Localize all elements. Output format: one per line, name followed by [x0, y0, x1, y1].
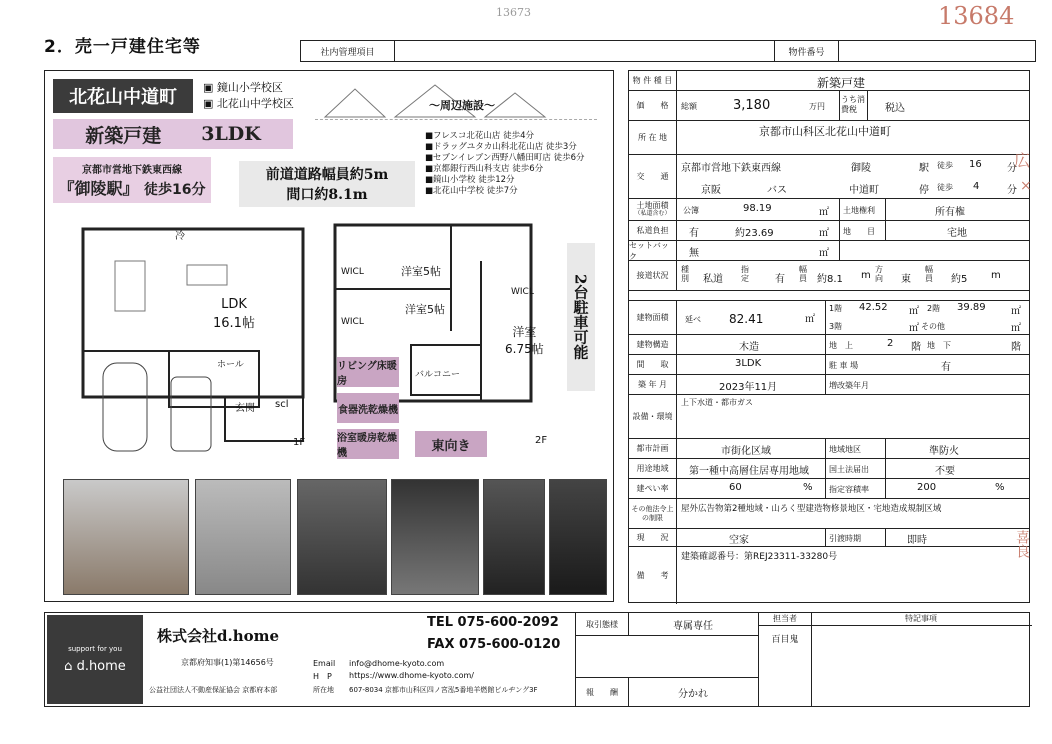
photo-exterior [63, 479, 189, 595]
flyer-panel [44, 70, 614, 602]
management-bar [300, 40, 1036, 62]
feature-2: 食器洗乾燥機 [337, 393, 399, 423]
parking-badge: 2台駐車可能 [567, 243, 595, 391]
nearby-item: ■セブンイレブン西野八幡田町店 徒歩6分 [425, 153, 585, 163]
hand-note-2: × [1020, 178, 1032, 194]
property-no-label: 物件番号 [775, 41, 839, 61]
floor-2f-label: 2F [535, 435, 548, 446]
email-link[interactable]: info@dhome-kyoto.com [349, 659, 445, 668]
mgmt-label: 社内管理項目 [301, 41, 395, 61]
land-area: 98.19 [743, 203, 772, 214]
photo-ldk [297, 479, 387, 595]
room-2: 洋室5帖 [405, 303, 445, 316]
photo-hallway [195, 479, 291, 595]
address: 京都市山科区北花山中道町 [759, 125, 891, 138]
faint-number: 13673 [496, 6, 531, 19]
hand-note-1: 広 [1014, 151, 1031, 170]
facing-badge: 東向き [415, 431, 487, 457]
wicl-2: WICL [341, 317, 364, 327]
road-info: 前道道路幅員約5m 間口約8.1m [239, 161, 415, 207]
station-banner: 京都市営地下鉄東西線 『御陵駅』 徒歩16分 [53, 157, 211, 203]
building-area: 82.41 [729, 312, 764, 326]
school-2: ▣ 北花山中学校区 [203, 97, 294, 110]
entry-label: 玄関 [235, 403, 255, 414]
wicl-1: WICL [341, 267, 364, 277]
nearby-item: ■京都銀行西山科支店 徒歩6分 [425, 164, 544, 174]
company-address: 607-8034 京都市山科区四ノ宮泓5番地羊燃館ビルヂング3F [349, 686, 538, 694]
website-link[interactable]: https://www.dhome-kyoto.com/ [349, 671, 474, 680]
footer-table: 取引態様 専属専任 担当者 百目鬼 特記事項 報 酬 分かれ [575, 613, 1032, 706]
feature-1: リビング床暖房 [337, 357, 399, 387]
room-1: 洋室5帖 [401, 265, 441, 278]
school-1: ▣ 鏡山小学校区 [203, 81, 283, 94]
fax: FAX 075-600-0120 [427, 637, 561, 652]
nearby-item: ■北花山中学校 徒歩7分 [425, 186, 518, 196]
property-no-value [839, 41, 1037, 61]
license: 京都府知事(1)第14656号 [181, 658, 274, 667]
nearby-item: ■フレスコ北花山店 徒歩4分 [425, 131, 535, 141]
person-column: 担当者 百目鬼 [758, 613, 812, 706]
floor-1f-label: 1F [293, 437, 306, 448]
balcony-label: バルコニー [415, 370, 461, 380]
feature-3: 浴室暖房乾燥機 [337, 429, 399, 459]
hand-note-3: 喜良 [1014, 530, 1030, 558]
nearby-item: ■鏡山小学校 徒歩12分 [425, 175, 515, 185]
page-title: 2．売一戸建住宅等 [44, 37, 201, 57]
photo-room [391, 479, 479, 595]
ldk-label: LDK 16.1帖 [213, 297, 255, 331]
photo-storage [483, 479, 545, 595]
nearby-list [425, 131, 585, 197]
wicl-3: WICL [511, 287, 534, 297]
property-table: 物 件 種 目 新築戸建 価 格 総額 3,180 万円 うち消費税 税込 所 在 地 京都市山科区北花山中道町 交 通 京都市営地下鉄東西線 御陵 駅 徒歩 16 分 京阪 バス 中道町 停 徒歩 4 分 土地面積 （私道含む） 公簿 98.19 ㎡ 土地権利 所有権 私道負担 有 約23.69 ㎡ 地 目 宅地 セットバック 無 ㎡ 接道状況 種別 私道 指定 有 幅員 約8.1 m 方向 東 幅員 約5 m 建物面積 延べ 82.41 ㎡ 1階 42.52 ㎡ 2階 39.89 ㎡ 3階 ㎡ その他 ㎡ 建物構造 木造 地 上 2 階 地 下 階 間 取 3LDK 駐 車 場 有 築 年 月 2023年11月 増改築年月 設備・環境 上下水道・都市ガス 都市計画 市街化区域 地域地区 準防火 用途地域 第一種中高層住居専用地域 国土法届出 不要 建ぺい率 60 % 指定容積率 200 % その他法令上の制限 屋外広告物第2種地域・山ろく型建造物修景地区・宅地造成規制区域 現 況 空家 引渡時期 即時 備 考 建築確認番号：第REJ23311-33280号 [628, 70, 1030, 603]
handwritten-number: 13684 [938, 2, 1015, 30]
association: 公益社団法人不動産保証協会 京都府本部 [149, 686, 278, 694]
person-name: 百目鬼 [771, 635, 799, 645]
mgmt-value [395, 41, 775, 61]
nearby-title: ～周辺施設～ [429, 99, 495, 112]
type-banner: 新築戸建 3LDK [53, 119, 293, 149]
photo-entrance [549, 479, 607, 595]
scl-label: scl [275, 399, 289, 410]
hall-label: ホール [217, 360, 244, 370]
company-logo: support for you ⌂ d.home [47, 615, 143, 704]
price: 3,180 [733, 98, 771, 113]
area-name: 北花山中道町 [53, 79, 193, 113]
laundry-label: 冷 [175, 231, 185, 242]
parking-cars [101, 357, 261, 453]
nearby-item: ■ドラッグユタカ山科北花山店 徒歩3分 [425, 142, 577, 152]
phone: TEL 075-600-2092 [427, 615, 559, 630]
room-3: 洋室 6.75帖 [505, 325, 544, 356]
property-type: 新築戸建 [816, 76, 866, 90]
footer: support for you ⌂ d.home 株式会社d.home 京都府知事(1)第14656号 公益社団法人不動産保証協会 京都府本部 TEL 075-600-2092 FAX 075-600-0120 Email info@dhome-kyoto.com H P https://www.dhome-kyoto.com/ 所在地 607-8034 京都市山科区四ノ宮泓5番地羊燃館ビルヂング3F 取引態様 専属専任 担当者 百目鬼 特記事項 報 酬 分かれ [44, 612, 1030, 707]
company-name: 株式会社d.home [157, 627, 280, 645]
